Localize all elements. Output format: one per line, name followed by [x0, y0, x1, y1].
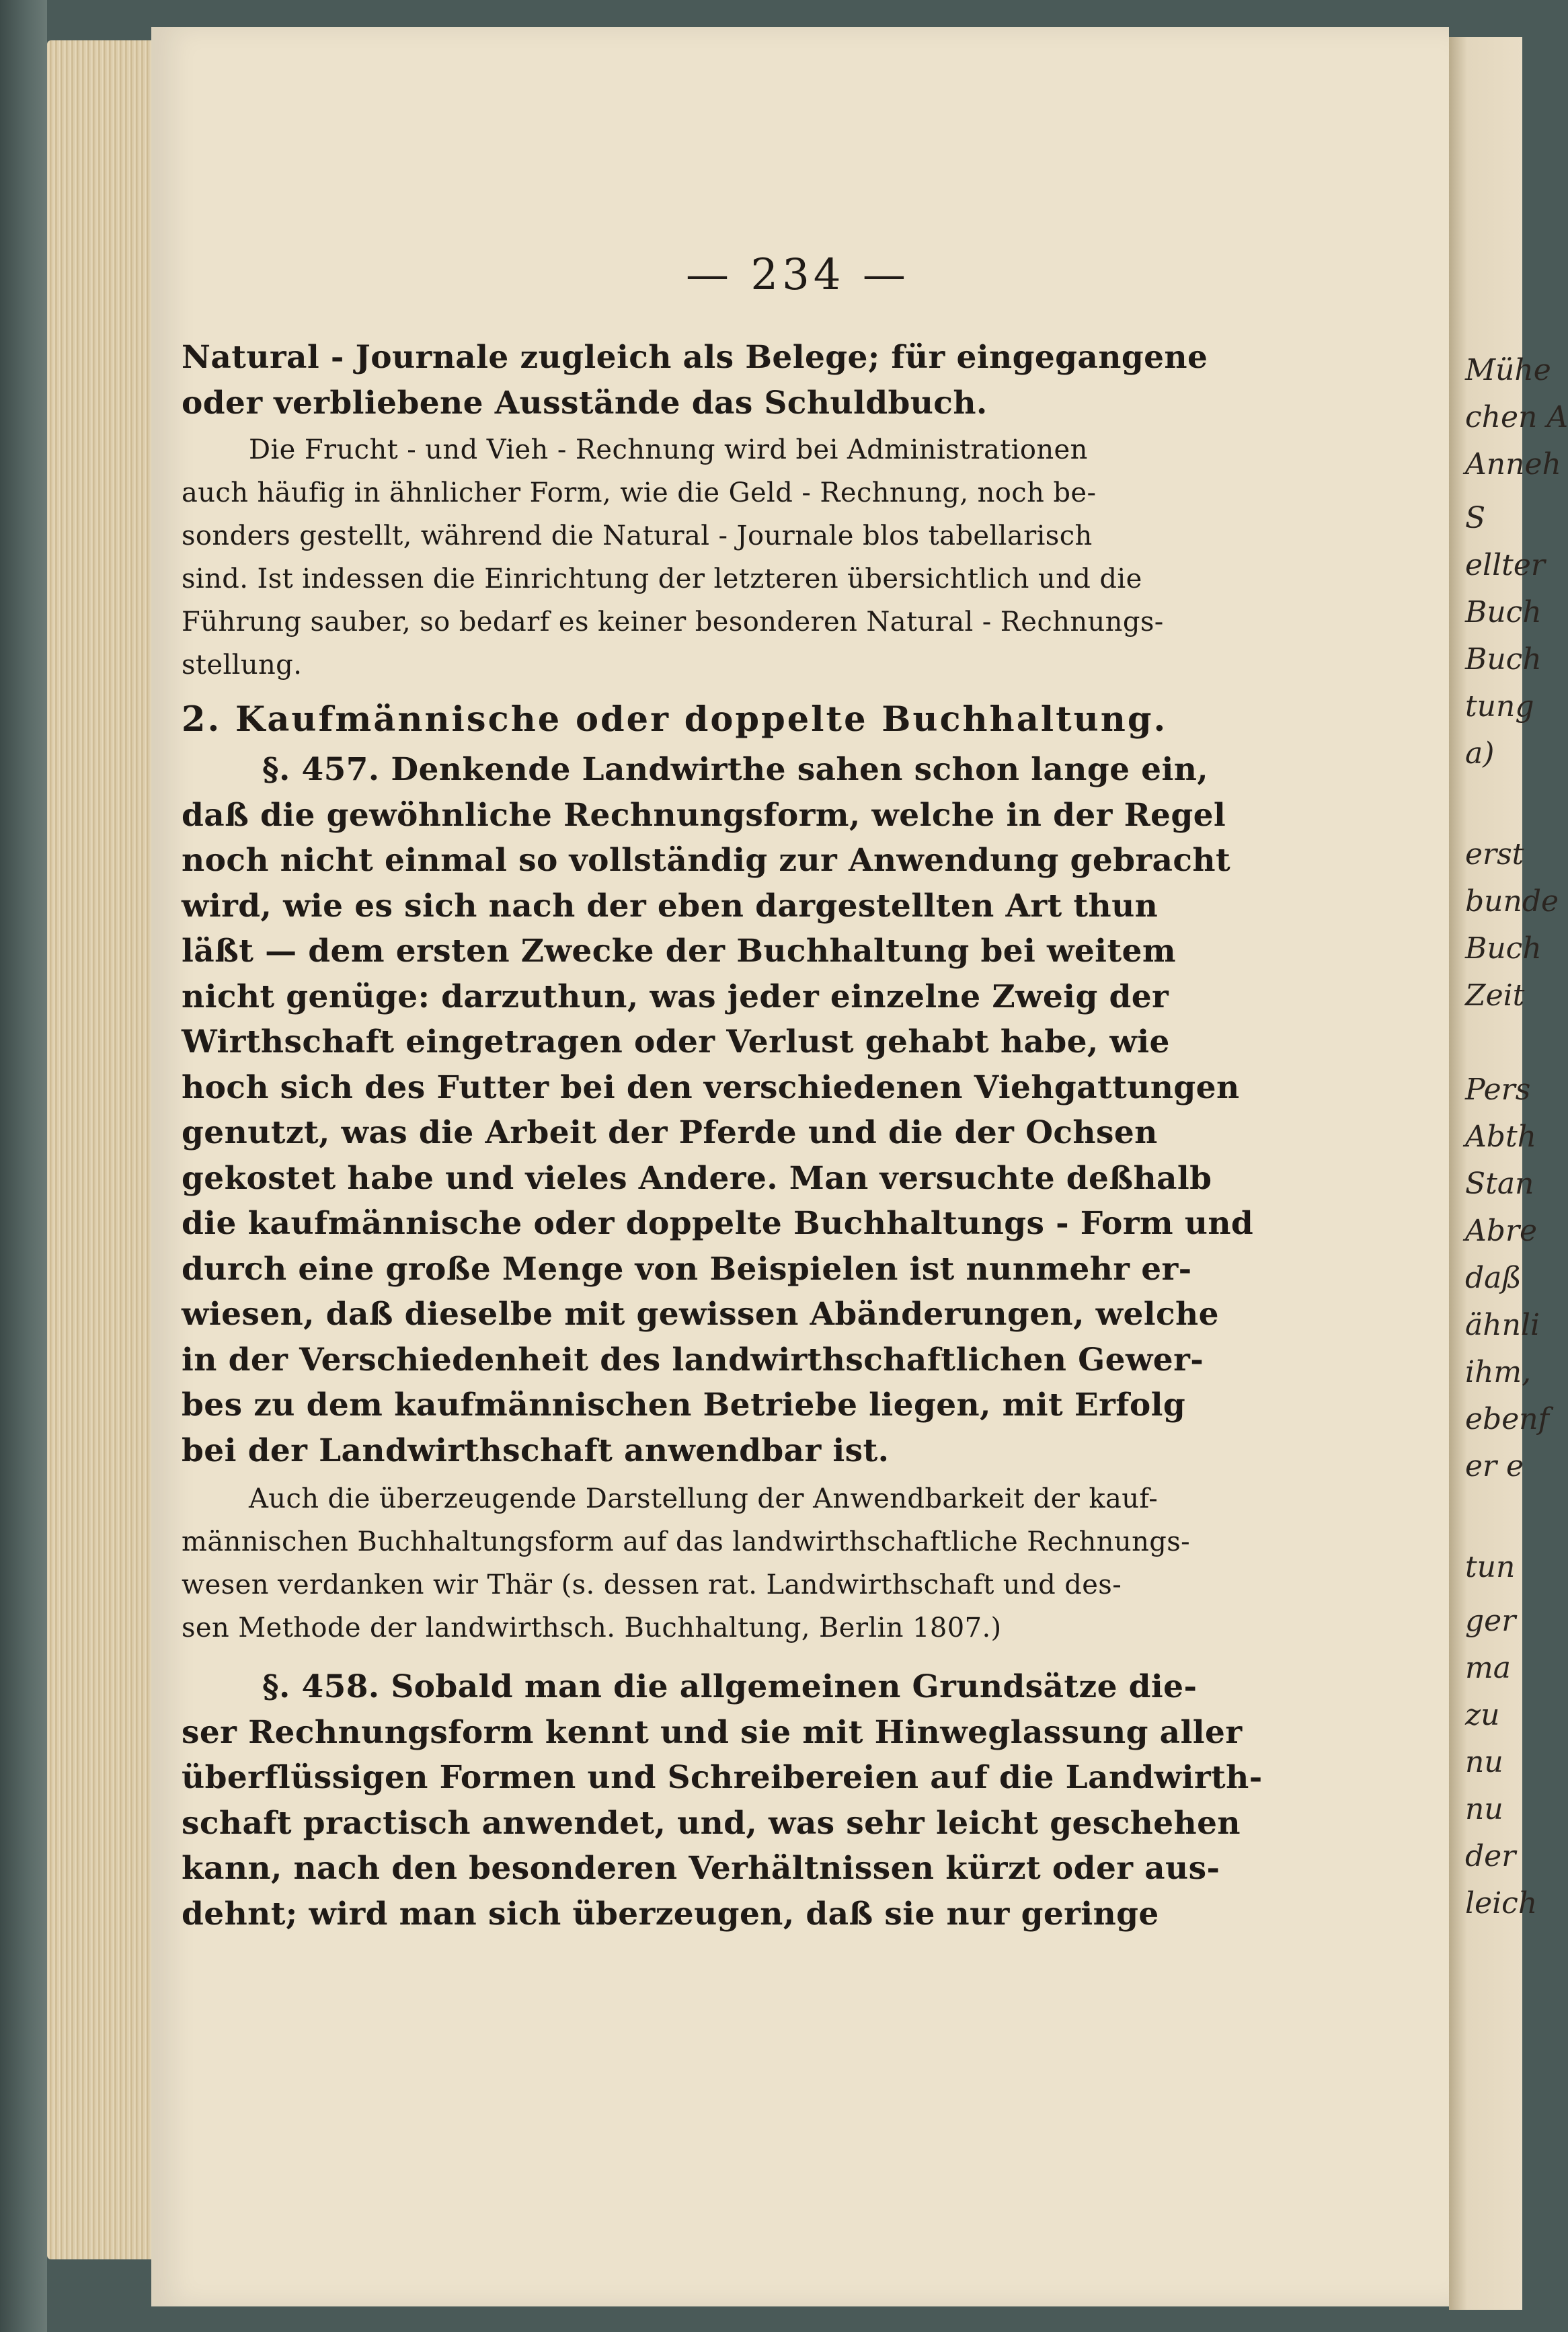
next-page-fragment: Mühe	[1465, 353, 1551, 387]
next-page-fragment: Anneh	[1465, 447, 1561, 481]
next-page-fragment: S	[1465, 501, 1486, 535]
next-page-fragment: Buch	[1465, 642, 1542, 676]
next-page-fragment: ellter	[1465, 548, 1545, 582]
text-line: daß die gewöhnliche Rechnungsform, welche in der Regel	[182, 796, 1226, 834]
text-line: stellung.	[182, 650, 303, 681]
next-page-fragment: ger	[1465, 1604, 1516, 1638]
next-page-fragment: zu	[1465, 1698, 1500, 1732]
next-page-fragment: Buch	[1465, 595, 1542, 629]
text-line: sonders gestellt, während die Natural - Journale blos tabellarisch	[182, 520, 1093, 551]
next-page-fragment: Zeit	[1465, 978, 1525, 1013]
next-page-fragment: Buch	[1465, 931, 1542, 966]
text-line: §. 457. Denkende Landwirthe sahen schon lange ein,	[262, 751, 1209, 788]
text-line: bes zu dem kaufmännischen Betriebe liegen, mit Erfolg	[182, 1387, 1186, 1424]
text-line: ser Rechnungsform kennt und sie mit Hinweglassung aller	[182, 1713, 1243, 1751]
page-edges	[47, 40, 155, 2259]
text-line: wird, wie es sich nach der eben dargestellten Art thun	[182, 887, 1159, 925]
text-line: hoch sich des Futter bei den verschiedenen Viehgattungen	[182, 1068, 1240, 1106]
next-page-fragment: a)	[1465, 736, 1495, 771]
intro-paragraph	[182, 335, 1298, 426]
next-page-fragment: ma	[1465, 1651, 1511, 1685]
text-line: oder verbliebene Ausstände das Schuldbuch.	[182, 384, 988, 422]
section-heading: 2. Kaufmännische oder doppelte Buchhaltung.	[182, 699, 1168, 740]
next-page-fragment: Stan	[1465, 1167, 1534, 1201]
text-line: in der Verschiedenheit des landwirthschaftlichen Gewer-	[182, 1341, 1204, 1378]
text-line: Die Frucht - und Vieh - Rechnung wird bei Administrationen	[249, 434, 1088, 465]
text-line: die kaufmännische oder doppelte Buchhaltungs - Form und	[182, 1205, 1254, 1242]
section-458	[182, 1664, 1298, 1937]
next-page-fragment: leich	[1465, 1886, 1538, 1920]
next-page-fragment: ihm,	[1465, 1355, 1532, 1389]
text-line: überflüssigen Formen und Schreibereien auf die Landwirth-	[182, 1759, 1263, 1796]
next-page-fragment: erst	[1465, 837, 1524, 871]
text-line: läßt — dem ersten Zwecke der Buchhaltung bei weitem	[182, 933, 1176, 970]
text-line: sen Methode der landwirthsch. Buchhaltung, Berlin 1807.)	[182, 1612, 1002, 1643]
next-page-fragment: chen A	[1465, 400, 1568, 434]
text-line: durch eine große Menge von Beispielen ist nunmehr er-	[182, 1250, 1192, 1288]
text-line: wiesen, daß dieselbe mit gewissen Abänderungen, welche	[182, 1296, 1219, 1333]
next-page-fragment: der	[1465, 1839, 1516, 1873]
text-line: Natural - Journale zugleich als Belege; für eingegangene	[182, 339, 1208, 376]
text-line: §. 458. Sobald man die allgemeinen Grundsätze die-	[262, 1668, 1198, 1705]
text-line: sind. Ist indessen die Einrichtung der letzteren übersichtlich und die	[182, 563, 1142, 594]
next-page-fragment: nu	[1465, 1792, 1503, 1826]
text-line: auch häufig in ähnlicher Form, wie die Geld - Rechnung, noch be-	[182, 477, 1097, 508]
text-line: Wirthschaft eingetragen oder Verlust gehabt habe, wie	[182, 1023, 1170, 1060]
next-page-fragment: Pers	[1465, 1073, 1531, 1107]
text-line: genutzt, was die Arbeit der Pferde und die der Ochsen	[182, 1114, 1158, 1151]
next-page-fragment: Abth	[1465, 1120, 1536, 1154]
page-number: — 234 —	[686, 250, 910, 300]
text-line: Auch die überzeugende Darstellung der Anwendbarkeit der kauf-	[249, 1483, 1159, 1514]
footnote-fruit-livestock	[182, 428, 1298, 687]
next-page-fragment: ebenf	[1465, 1402, 1549, 1436]
next-page-fragment: ähnli	[1465, 1308, 1540, 1342]
text-line: bei der Landwirthschaft anwendbar ist.	[182, 1432, 890, 1469]
text-line: gekostet habe und vieles Andere. Man versuchte deßhalb	[182, 1159, 1212, 1197]
next-page-fragment: tun	[1465, 1550, 1516, 1584]
text-line: schaft practisch anwendet, und, was sehr leicht geschehen	[182, 1804, 1241, 1842]
text-line: nicht genüge: darzuthun, was jeder einzelne Zweig der	[182, 978, 1169, 1015]
text-line: kann, nach den besonderen Verhältnissen kürzt oder aus-	[182, 1850, 1220, 1887]
next-page-fragment: bunde	[1465, 884, 1559, 919]
text-line: männischen Buchhaltungsform auf das landwirthschaftliche Rechnungs-	[182, 1526, 1191, 1557]
book-cover-edge	[0, 0, 47, 2332]
next-page-fragment: nu	[1465, 1745, 1503, 1779]
text-line: noch nicht einmal so vollständig zur Anwendung gebracht	[182, 842, 1231, 879]
page-content	[182, 256, 1298, 1937]
next-page-edge	[1449, 37, 1568, 2310]
next-page-fragment: daß	[1465, 1261, 1522, 1295]
section-457	[182, 747, 1298, 1473]
footnote-thaer	[182, 1477, 1298, 1649]
text-line: Führung sauber, so bedarf es keiner besonderen Natural - Rechnungs-	[182, 607, 1164, 637]
next-page-fragment: tung	[1465, 689, 1534, 724]
next-page-fragment: er e	[1465, 1449, 1524, 1483]
next-page-fragment: Abre	[1465, 1214, 1538, 1248]
text-line: dehnt; wird man sich überzeugen, daß sie nur geringe	[182, 1895, 1159, 1933]
text-line: wesen verdanken wir Thär (s. dessen rat. Landwirthschaft und des-	[182, 1569, 1122, 1600]
